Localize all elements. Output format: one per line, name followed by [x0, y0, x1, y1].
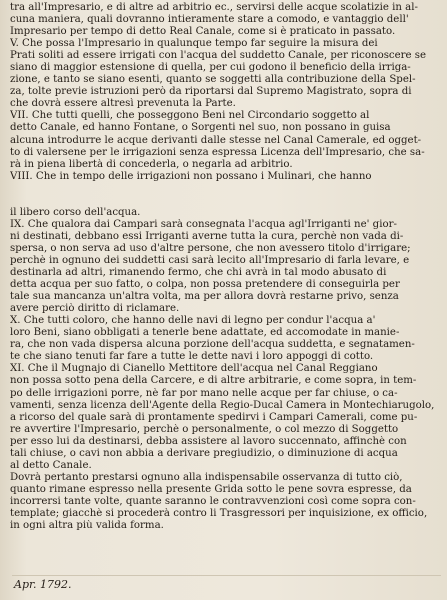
document-line: al detto Canale. — [10, 459, 92, 471]
document-line: za, tolte previe istruzioni però da riportarsi dal Supremo Magistrato, sopra di — [10, 86, 412, 98]
document-line: cuna maniera, quali dovranno intieramente stare a comodo, e vantaggio dell' — [10, 14, 409, 26]
document-line: il libero corso dell'acqua. — [10, 206, 141, 218]
document-line: tra all'Impresario, e di altre ad arbitrio ec., servirsi delle acque scolatizie in al- — [10, 2, 418, 13]
document-line: spersa, o non serva ad uso d'altre persone, che non avessero titolo d'irrigare; — [10, 242, 411, 254]
document-line: incorrersi tante volte, quante saranno le contravvenzioni così come sopra con- — [10, 495, 416, 507]
document-line: in ogni altra più valida forma. — [10, 520, 164, 532]
document-line: VIII. Che in tempo delle irrigazioni non possano i Mulinari, che hanno — [10, 170, 372, 182]
document-line: V. Che possa l'Impresario in qualunque tempo far seguire la misura dei — [10, 38, 378, 50]
document-line: alcuna introdurre le acque derivanti dalle stesse nel Canal Camerale, ed ogget- — [10, 134, 422, 146]
document-line: per esso lui da destinarsi, debba assistere al lavoro succennato, affinchè con — [10, 435, 407, 447]
document-line: avere perciò diritto di riclamare. — [10, 303, 180, 315]
document-line: tali chiuse, o cavi non abbia a derivare pregiudizio, o diminuzione di acqua — [10, 447, 398, 459]
document-line: te che siano tenuti far fare a tutte le dette navi i loro appoggi di cotto. — [10, 351, 374, 363]
document-date: Apr. 1792. — [14, 578, 72, 591]
document-line: siano di maggior estensione di quella, per cui godono il beneficio della irriga- — [10, 62, 411, 74]
document-line: to di valersene per le irrigazioni senza espressa Licenza dell'Impresario, che sa- — [10, 146, 425, 158]
document-line: vamenti, senza licenza dell'Agente della Regio-Ducal Camera in Montechiarugolo, — [10, 399, 435, 411]
document-line: ra, che non vada dispersa alcuna porzione dell'acqua suddetta, e segnatamen- — [10, 339, 415, 351]
document-line: IX. Che qualora dai Campari sarà consegnata l'acqua agl'Irriganti ne' gior- — [10, 218, 397, 230]
document-line: tale sua mancanza un'altra volta, ma per allora dovrà restarne privo, senza — [10, 291, 399, 303]
document-line: non possa sotto pena della Carcere, e di altre arbitrarie, e come sopra, in tem- — [10, 375, 417, 387]
document-line: XI. Che il Mugnajo di Cianello Mettitore dell'acqua nel Canal Reggiano — [10, 363, 378, 375]
document-line: destinarla ad altri, rimanendo fermo, che chi avrà in tal modo abusato di — [10, 267, 387, 279]
document-line: re avvertire l'Impresario, perchè o personalmente, o col mezzo di Soggetto — [10, 423, 399, 435]
document-line: Prati soliti ad essere irrigati con l'acqua del suddetto Canale, per riconoscere se — [10, 50, 427, 62]
document-body — [10, 2, 439, 532]
document-line: Dovrà pertanto prestarsi ognuno alla indispensabile osservanza di tutto ciò, — [10, 471, 403, 483]
document-line: ni destinati, debbano essi Irriganti averne tutta la cura, perchè non vada di- — [10, 230, 404, 242]
document-line — [10, 195, 439, 207]
document-line: VII. Che tutti quelli, che posseggono Beni nel Circondario soggetto al — [10, 110, 370, 122]
document-line: quanto rimane espresso nella presente Grida sotto le pene sovra espresse, da — [10, 483, 412, 495]
bottom-divider — [12, 575, 441, 576]
document-line: Impresario per tempo di detto Real Canale, come si è praticato in passato. — [10, 26, 396, 38]
document-line: detto Canale, ed hanno Fontane, o Sorgenti nel suo, non possano in guisa — [10, 122, 391, 134]
document-line: template; giacchè si procederà contro li Trasgressori per inquisizione, ex officio, — [10, 507, 428, 519]
document-line: detta acqua per suo fatto, o colpa, non possa pretendere di conseguirla per — [10, 279, 400, 291]
document-line — [10, 183, 439, 195]
document-line: po delle irrigazioni porre, nè far por mano nelle acque per far chiuse, o ca- — [10, 387, 398, 399]
document-line: loro Beni, siano obbligati a tenerle bene adattate, ed accomodate in manie- — [10, 327, 400, 339]
document-line: perchè in ognuno dei suddetti casi sarà lecito all'Impresario di farla levare, e — [10, 254, 410, 266]
document-line: a ricorso del quale sarà di prontamente spedirvi i Campari Camerali, come pu- — [10, 411, 418, 423]
document-line: che dovrà essere altresì prevenuta la Parte. — [10, 98, 236, 110]
document-line: X. Che tutti coloro, che hanno delle navi di legno per condur l'acqua a' — [10, 315, 376, 327]
document-line: rà in piena libertà di concederla, o negarla ad arbitrio. — [10, 158, 293, 170]
document-line: zione, e tanto se siano esenti, quanto se soggetti alla contribuzione della Spel- — [10, 74, 416, 86]
